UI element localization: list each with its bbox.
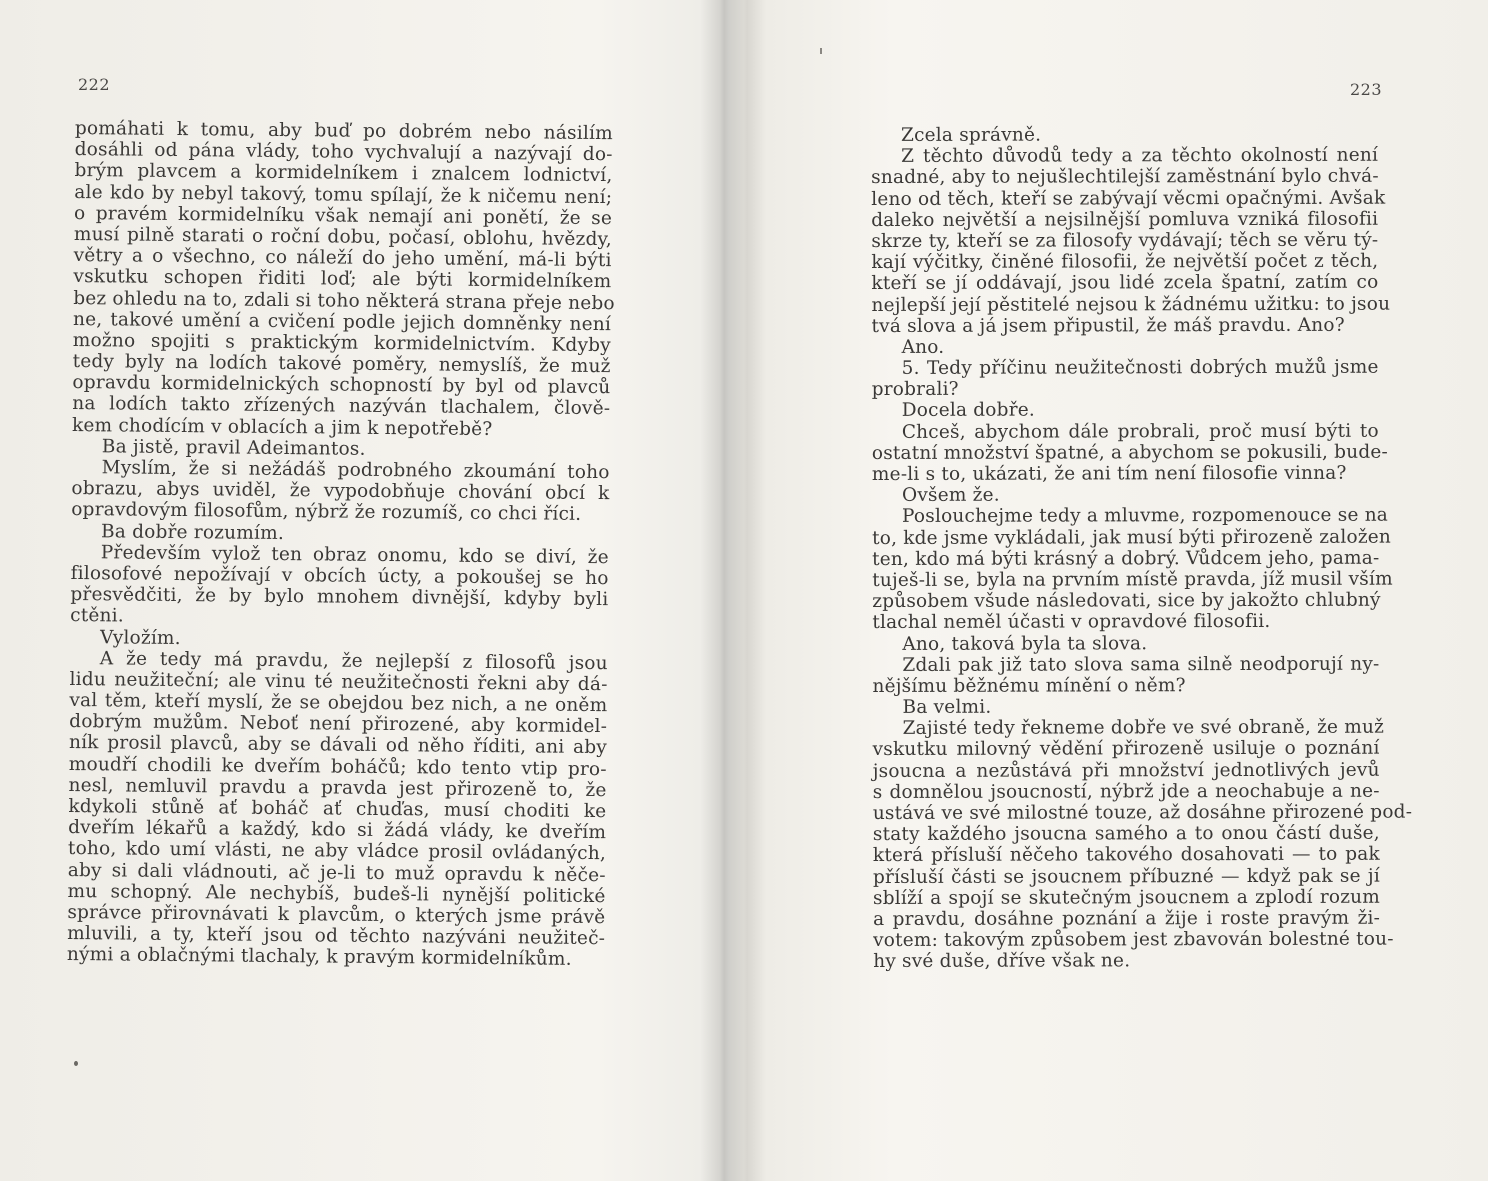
text-line: probrali? xyxy=(871,379,959,401)
text-line: správce přirovnávati k plavcům, o kterých jsme právě xyxy=(67,901,606,929)
text-line: Myslím, že si nežádáš podrobného zkoumání toho xyxy=(101,457,610,484)
text-line: bez ohledu na to, zdali si toho některá strana přeje nebo xyxy=(73,287,615,314)
text-line: která přísluší něčeho takového dosahovati — to pak xyxy=(872,844,1380,867)
text-line: ustává ve své milostné touze, až dosáhne přirozené pod- xyxy=(872,801,1413,824)
text-line: jsoucna a nezůstává při množství jednotlivých jevů xyxy=(872,759,1380,782)
text-line: brým plavcem a kormidelníkem i znalcem lodnictví, xyxy=(74,160,613,187)
text-line: tedy byly na lodích takové poměry, nemyslíš, že muž xyxy=(72,351,611,378)
text-line: dveřím lékařů a každý, kdo si žádá vlády, ke dveřím xyxy=(68,817,607,844)
page-body xyxy=(871,124,1413,973)
text-line: skrze ty, kteří se za filosofy vydávají; těch se věru tý- xyxy=(871,229,1379,252)
left-page xyxy=(0,0,700,1181)
text-line: nými a oblačnými tlachaly, k pravým kormidelníkům. xyxy=(66,944,572,971)
text-line: lidu neužiteční; ale vinu té neužitečnosti řekni aby dá- xyxy=(69,668,608,696)
text-line: daleko největší a nejsilnější pomluva vzniká filosofii xyxy=(871,208,1379,231)
text-line: obrazu, abys uviděl, že vypodobňuje chování obcí k xyxy=(71,478,610,505)
text-line: přesvědčiti, že by bylo mnohem divnější, kdyby byli xyxy=(70,584,609,611)
text-line: ctěni. xyxy=(70,605,124,627)
text-line: ten, kdo má býti krásný a dobrý. Vůdcem jeho, pama- xyxy=(872,547,1380,570)
text-line: Ba jistě, pravil Adeimantos. xyxy=(101,436,366,460)
text-line: tuješ-li se, byla na prvním místě pravda, jíž musil vším xyxy=(872,568,1393,591)
text-line: dosáhli od pána vlády, toho vychvalují a nazývají do- xyxy=(74,139,613,166)
text-line: s domnělou jsoucností, nýbrž jde a neochabuje a ne- xyxy=(872,780,1380,803)
text-line: sblíží a spojí se skutečným jsoucnem a zplodí rozum xyxy=(872,886,1381,909)
ink-mark xyxy=(820,48,822,54)
text-line: tvá slova a já jsem připustil, že máš pravdu. Ano? xyxy=(871,314,1345,337)
text-line: přísluší části se jsoucnem příbuzné — když pak se jí xyxy=(872,865,1380,888)
text-line: ostatní množství špatné, a abychom se pokusili, bude- xyxy=(871,441,1388,464)
text-line: Docela dobře. xyxy=(901,400,1035,422)
text-line: to, kde jsme vykládali, jak musí býti přirozeně založen xyxy=(872,526,1392,549)
text-line: mluvili, a ty, kteří jsou od těchto nazýváni neužiteč- xyxy=(67,923,606,950)
text-line: Zcela správně. xyxy=(900,124,1042,146)
text-line: vskutku milovný vědění přirozeně usiluje o poznání xyxy=(872,738,1380,761)
text-line: pomáhati k tomu, aby buď po dobrém nebo násilím xyxy=(74,118,613,145)
text-line: na lodích takto zřízených nazýván tlachalem, člově- xyxy=(72,393,611,420)
text-line: o pravém kormidelníku však nemají ani ponětí, že se xyxy=(73,202,613,229)
text-line: tlachal neměl účasti v opravdové filosofii. xyxy=(872,611,1271,634)
page-body xyxy=(67,118,613,971)
text-line: Chceš, abychom dále probrali, proč musí býti to xyxy=(901,420,1379,443)
text-line: Ano. xyxy=(901,336,945,358)
text-line: hy své duše, dříve však ne. xyxy=(873,950,1131,973)
text-line: možno spojiti s praktickým kormidelnictvím. Kdyby xyxy=(72,329,611,357)
text-line: Zajisté tedy řekneme dobře ve své obraně, že muž xyxy=(902,716,1385,740)
text-line: ale kdo by nebyl takový, tomu spílají, že k ničemu není; xyxy=(74,181,613,208)
text-line: nejlepší její pěstitelé nejsou k žádnému užitku: to jsou xyxy=(871,293,1391,316)
text-line: ne, takové umění a cvičení podle jejich domněnky není xyxy=(72,308,612,335)
text-line: staty každého jsoucna samého a to onou částí duše, xyxy=(872,822,1380,846)
text-line: ník prosil plavců, aby se dávali od něho říditi, ani aby xyxy=(68,732,608,759)
text-line: toho, kdo umí vlásti, ne aby vládce prosil ovládaných, xyxy=(67,838,607,865)
text-line: filosofové nepožívají v obcích úcty, a pokoušej se ho xyxy=(70,562,609,590)
ink-speck xyxy=(74,1061,78,1066)
text-line: opravdovým filosofům, nýbrž že rozumíš, co chci říci. xyxy=(71,499,582,526)
text-line: musí pilně starati o roční dobu, počasí, oblohu, hvězdy, xyxy=(73,223,612,251)
text-line: Ba velmi. xyxy=(902,696,992,718)
text-line: Vyložím. xyxy=(99,626,181,649)
text-line: 5. Tedy příčinu neužitečnosti dobrých mužů jsme xyxy=(901,356,1379,379)
text-line: moudří chodili ke dveřím boháčů; kdo tento vtip pro- xyxy=(68,753,607,780)
text-line: kdykoli stůně ať boháč ať chuďas, musí choditi ke xyxy=(68,795,607,823)
text-line: způsobem všude následovati, sice by jakožto chlubný xyxy=(872,589,1381,613)
text-line: Především vylož ten obraz onomu, kdo se diví, že xyxy=(100,542,609,568)
text-line: votem: takovým způsobem jest zbavován bolestné tou- xyxy=(873,928,1394,952)
text-line: kají výčitky, činěné filosofii, že největší počet z těch, xyxy=(871,250,1379,274)
text-line: větry a o všechno, co náleží do jeho umění, má-li býti xyxy=(73,245,612,272)
text-line: val těm, kteří myslí, že se obejdou bez nich, a ne oněm xyxy=(69,690,608,717)
right-page xyxy=(744,0,1488,1181)
page-number: 223 xyxy=(1350,80,1383,99)
page-number: 222 xyxy=(78,75,111,94)
text-line: Zdali pak již tato slova sama silně neodporují ny- xyxy=(902,653,1380,676)
text-line: mu schopný. Ale nechybíš, budeš-li nynější politické xyxy=(67,880,606,907)
text-line: vskutku schopen řiditi loď; ale býti kormidelníkem xyxy=(73,266,612,293)
text-line: nesl, nemluvil pravdu a pravda jest přirozeně to, že xyxy=(68,774,607,801)
text-line: Ovšem že. xyxy=(901,484,1000,507)
text-line: a pravdu, dosáhne poznání a žije i roste pravým ži- xyxy=(873,907,1381,930)
book-gutter xyxy=(700,0,744,1181)
text-line: leno od těch, kteří se zabývají věcmi opačnými. Avšak xyxy=(871,187,1386,210)
text-line: Z těchto důvodů tedy a za těchto okolností není xyxy=(901,144,1379,168)
text-line: nějšímu běžnému mínění o něm? xyxy=(872,675,1186,697)
text-line: dobrým mužům. Neboť není přirozené, aby kormidel- xyxy=(69,711,608,738)
text-line: me-li s to, ukázati, že ani tím není filosofie vinna? xyxy=(871,462,1347,485)
text-line: kteří se jí oddávají, jsou lidé zcela špatní, zatím co xyxy=(871,271,1379,295)
text-line: Ano, taková byla ta slova. xyxy=(902,632,1148,655)
text-line: opravdu kormidelnických schopností by byl od plavců xyxy=(72,372,611,399)
text-line: Ba dobře rozumím. xyxy=(100,520,285,544)
text-line: snadné, aby to nejušlechtilejší zaměstnání bylo chvá- xyxy=(871,166,1379,189)
text-line: Poslouchejme tedy a mluvme, rozpomenouce se na xyxy=(901,505,1389,528)
text-line: aby si dali vládnouti, ač je-li to muž opravdu k něče- xyxy=(67,859,606,886)
text-line: A že tedy má pravdu, že nejlepší z filosofů jsou xyxy=(99,647,608,674)
text-line: kem chodícím v oblacích a jim k nepotřebě? xyxy=(71,414,493,440)
